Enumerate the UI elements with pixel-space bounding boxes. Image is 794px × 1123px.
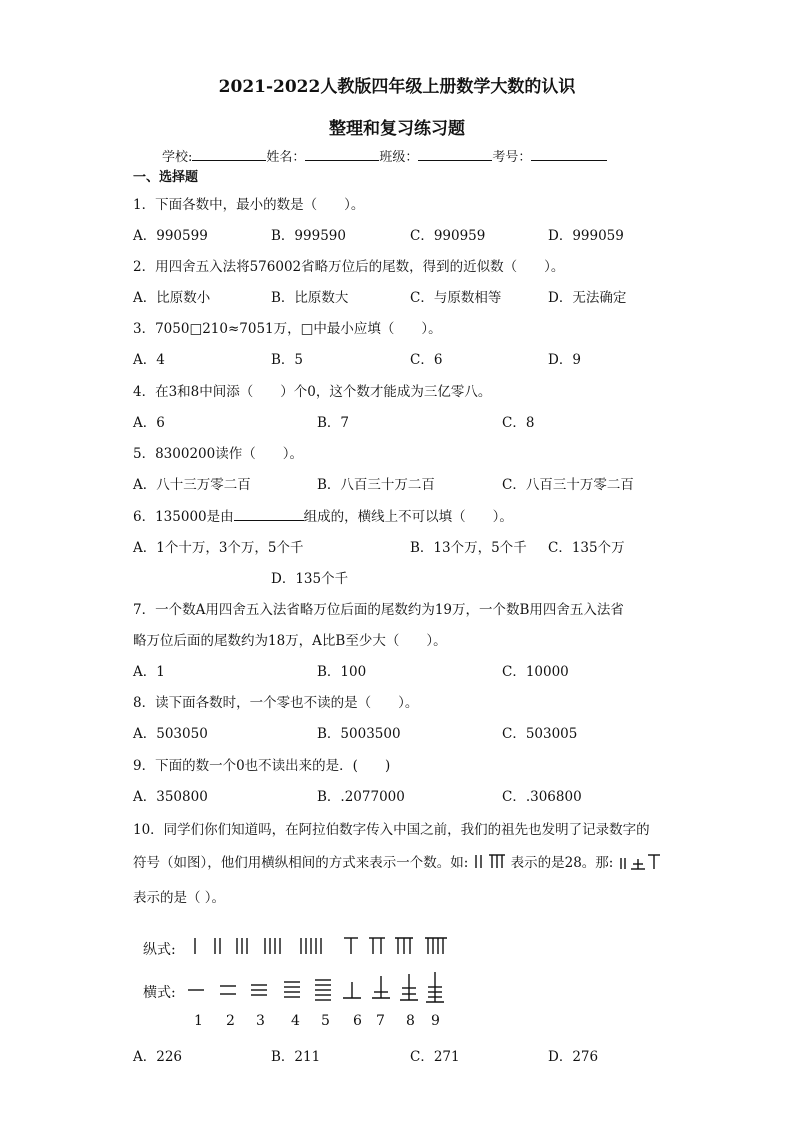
option-9c[interactable]: C．.306800 [502,789,582,805]
option-4a[interactable]: A．6 [133,415,165,431]
option-9b[interactable]: B．.2077000 [317,789,405,805]
option-5c[interactable]: C．八百三十万零二百 [502,477,634,493]
option-10c[interactable]: C．271 [410,1049,460,1065]
option-2d[interactable]: D．无法确定 [548,290,627,306]
question-10-text-a: 符号（如图），他们用横纵相间的方式来表示一个数。如: [133,855,469,871]
digit-label: 2 [226,1013,235,1029]
question-6-part-b: 组成的，横线上不可以填（ ）。 [303,509,513,525]
option-6d[interactable]: D．135个千 [271,571,349,587]
name-label: 姓名： [266,150,306,165]
option-7c[interactable]: C．10000 [502,664,569,680]
option-7a[interactable]: A．1 [133,664,165,680]
vertical-6-icon [344,938,358,954]
vertical-8-icon [395,938,413,954]
number-field[interactable] [531,147,607,161]
digit-label: 3 [256,1013,265,1029]
horizontal-6-icon [343,982,361,998]
option-2b[interactable]: B．比原数大 [271,290,349,306]
section-heading: 一、选择题 [133,170,199,185]
digit-label: 7 [376,1013,385,1029]
option-3a[interactable]: A．4 [133,352,165,368]
horizontal-9-icon [426,972,444,1002]
vertical-3-icon [237,938,247,954]
option-2c[interactable]: C．与原数相等 [410,290,502,306]
question-6 [133,505,513,525]
question-10-line-2 [133,851,662,871]
vertical-9-icon [425,938,447,954]
vertical-form-label: 纵式: [143,942,176,958]
class-label: 班级： [379,150,419,165]
option-1a[interactable]: A．990599 [133,228,208,244]
option-4b[interactable]: B．7 [317,415,350,431]
rod-question-number-icon [618,852,662,870]
class-field[interactable] [418,147,492,161]
horizontal-2-icon [220,986,236,994]
question-10: 10．同学们你们知道吗，在阿拉伯数字传入中国之前，我们的祖先也发明了记录数字的 [133,822,650,838]
option-3b[interactable]: B．5 [271,352,304,368]
rod-numerals-figure [180,932,470,1012]
question-6-part-a: 6．135000是由 [133,509,234,525]
name-field[interactable] [305,147,379,161]
question-1: 1．下面各数中，最小的数是（ ）。 [133,197,365,213]
digit-label: 5 [321,1013,330,1029]
option-1d[interactable]: D．999059 [548,228,624,244]
horizontal-8-icon [400,974,418,1000]
horizontal-4-icon [284,982,300,997]
option-6b[interactable]: B．13个万，5个千 [410,540,527,556]
vertical-7-icon [369,938,385,954]
question-10-text-c: 。那: [581,855,614,871]
option-6c[interactable]: C．135个万 [548,540,625,556]
horizontal-5-icon [315,980,331,1000]
question-7-line-2: 略万位后面的尾数约为18万，A比B至少大（ ）。 [133,633,447,649]
question-4: 4．在3和8中间添（ ）个0，这个数才能成为三亿零八。 [133,384,492,400]
option-8c[interactable]: C．503005 [502,726,578,742]
digit-label: 6 [353,1013,362,1029]
option-8a[interactable]: A．503050 [133,726,208,742]
digit-label: 1 [194,1013,203,1029]
page-subtitle: 整理和复习练习题 [329,119,465,139]
example-value: 28 [564,855,582,871]
option-3d[interactable]: D．9 [548,352,581,368]
vertical-4-icon [265,938,280,954]
option-1c[interactable]: C．990959 [410,228,486,244]
digit-label: 9 [431,1013,440,1029]
question-7: 7．一个数A用四舍五入法省略万位后面的尾数约为19万，一个数B用四舍五入法省 [133,602,624,618]
option-2a[interactable]: A．比原数小 [133,290,211,306]
school-label: 学校: [162,150,193,165]
option-1b[interactable]: B．999590 [271,228,346,244]
option-10d[interactable]: D．276 [548,1049,599,1065]
info-line [162,146,607,165]
question-9: 9．下面的数一个0也不读出来的是．( ) [133,758,391,774]
option-7b[interactable]: B．100 [317,664,367,680]
horizontal-form-label: 横式: [143,985,176,1001]
option-5a[interactable]: A．八十三万零二百 [133,477,251,493]
digit-label: 8 [406,1013,415,1029]
digit-label: 4 [291,1013,300,1029]
horizontal-3-icon [251,985,267,995]
option-8b[interactable]: B．5003500 [317,726,401,742]
question-5: 5．8300200读作（ ）。 [133,446,303,462]
option-6a[interactable]: A．1个十万，3个万，5个千 [133,540,304,556]
option-10b[interactable]: B．211 [271,1049,321,1065]
option-4c[interactable]: C．8 [502,415,535,431]
option-10a[interactable]: A．226 [133,1049,183,1065]
question-10-line-3: 表示的是（ ）。 [133,890,226,906]
horizontal-7-icon [372,976,390,998]
number-label: 考号： [492,150,532,165]
vertical-2-icon [215,938,220,954]
page-title: 2021-2022人教版四年级上册数学大数的认识 [218,77,576,97]
question-8: 8．读下面各数时，一个零也不读的是（ ）。 [133,695,419,711]
option-3c[interactable]: C．6 [410,352,443,368]
option-9a[interactable]: A．350800 [133,789,208,805]
question-10-text-b: 表示的是 [510,855,565,871]
question-2: 2．用四舍五入法将576002省略万位后的尾数，得到的近似数（ ）。 [133,259,565,275]
option-5b[interactable]: B．八百三十万二百 [317,477,435,493]
vertical-5-icon [301,938,321,954]
question-3: 3．7050□210≈7051万，□中最小应填（ ）。 [133,321,442,337]
rod-example-28-icon [473,853,511,869]
answer-blank[interactable] [234,507,304,521]
school-field[interactable] [192,147,266,161]
